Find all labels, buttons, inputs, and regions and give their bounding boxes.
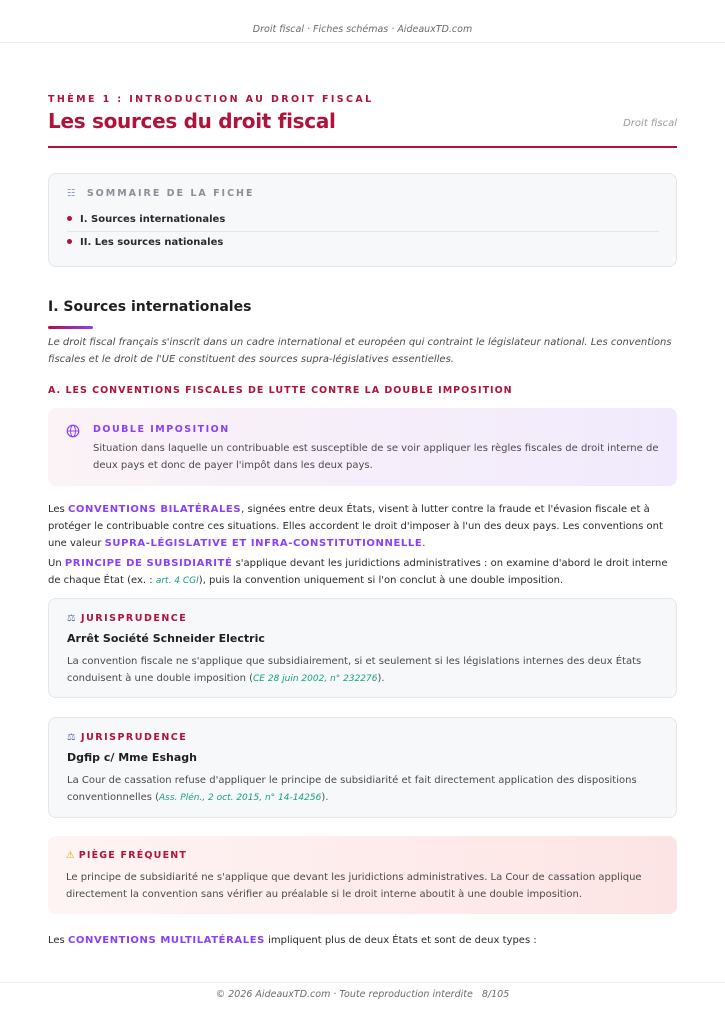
section-intro: Le droit fiscal français s'inscrit dans un cadre international et européen qui contraint le législateur national. Les conventions fiscales et le droit de l'UE constituent des sources supra-législatives essentielles. [48,337,672,365]
section-heading: I. Sources internationales [48,299,252,315]
table-of-contents [48,173,677,267]
jurisprudence-box [48,717,677,818]
case-name: Arrêt Société Schneider Electric [67,632,265,645]
keyword: SUPRA-LÉGISLATIVE ET INFRA-CONSTITUTIONNELLE [104,538,423,549]
case-name: Dgfip c/ Mme Eshagh [67,751,197,764]
globe-icon [66,424,80,438]
subject-label: Droit fiscal [623,118,677,129]
page-number: 8/105 [481,989,510,1000]
warning-text: Le principe de subsidiarité ne s'applique que devant les juridictions administratives. La Cour de cassation applique directement la convention sans vérifier au préalable si le droit interne aboutit à une double imposition. [66,872,642,900]
paragraph-subsidiarite: Un PRINCIPE DE SUBSIDIARITÉ s'applique devant les juridictions administratives : on examine d'abord le droit interne de chaque État (ex. : art. 4 CGI), puis la convention uniquement si l'on conclut à une double imposition. [48,558,668,586]
definition-title: DOUBLE IMPOSITION [93,424,230,435]
page-title: Les sources du droit fiscal [48,109,336,133]
scales-icon: ⚖ [67,732,78,743]
header-text: Droit fiscal · Fiches schémas · AideauxTD.com [252,24,473,35]
title-divider [48,146,677,148]
jurisprudence-heading: ⚖ JURISPRUDENCE [67,732,188,743]
page-footer [0,982,725,1024]
case-text: La Cour de cassation refuse d'appliquer le principe de subsidiarité et fait directement application des dispositions conventionnelles (Ass. Plén., 2 oct. 2015, n° 14-14256). [67,775,637,803]
warning-heading: ⚠ PIÈGE FRÉQUENT [66,850,188,861]
scales-icon: ⚖ [67,613,78,624]
case-text: La convention fiscale ne s'applique que subsidiairement, si et seulement si les législations internes des deux États conduisent à une double imposition (CE 28 juin 2002, n° 232276). [67,656,642,684]
theme-label: THÈME 1 : INTRODUCTION AU DROIT FISCAL [48,94,374,105]
legal-reference: Ass. Plén., 2 oct. 2015, n° 14-14256 [159,793,322,803]
section-underline [48,326,93,329]
warning-icon: ⚠ [66,850,76,861]
toc-heading: ☷ SOMMAIRE DE LA FICHE [67,188,255,199]
keyword: PRINCIPE DE SUBSIDIARITÉ [64,558,233,569]
jurisprudence-box [48,598,677,698]
page-header [0,0,725,43]
warning-box [48,836,677,914]
toc-item-sources-internationales[interactable]: I. Sources internationales [67,214,225,225]
footer-text: © 2026 AideauxTD.com · Toute reproduction interdite [215,989,473,1000]
keyword: CONVENTIONS BILATÉRALES [67,504,242,515]
legal-reference: CE 28 juin 2002, n° 232276 [253,674,378,684]
paragraph-bilateral: Les CONVENTIONS BILATÉRALES, signées entre deux États, visent à lutter contre la fraude et l'évasion fiscale et à protéger le contribuable contre ces situations. Elles accordent le droit d'imposer à l'un des deux pays. Les conventions ont une valeur SUPRA-LÉGISLATIVE ET INFRA-CONSTITUTIONNELLE. [48,504,663,549]
definition-box [48,408,677,486]
definition-text: Situation dans laquelle un contribuable est susceptible de se voir appliquer les règles fiscales de droit interne de deux pays et donc de payer l'impôt dans les deux pays. [93,443,659,471]
legal-reference: art. 4 CGI [155,576,199,586]
subsection-heading: A. LES CONVENTIONS FISCALES DE LUTTE CONTRE LA DOUBLE IMPOSITION [48,385,513,396]
jurisprudence-heading: ⚖ JURISPRUDENCE [67,613,188,624]
bullet-icon [67,216,72,221]
bullet-icon [67,239,72,244]
document-icon: ☷ [67,188,78,199]
paragraph-multilateral: Les CONVENTIONS MULTILATÉRALES impliquent plus de deux États et sont de deux types : [48,935,537,946]
keyword: CONVENTIONS MULTILATÉRALES [67,935,265,946]
toc-divider [67,231,659,232]
toc-item-sources-nationales[interactable]: II. Les sources nationales [67,237,223,248]
